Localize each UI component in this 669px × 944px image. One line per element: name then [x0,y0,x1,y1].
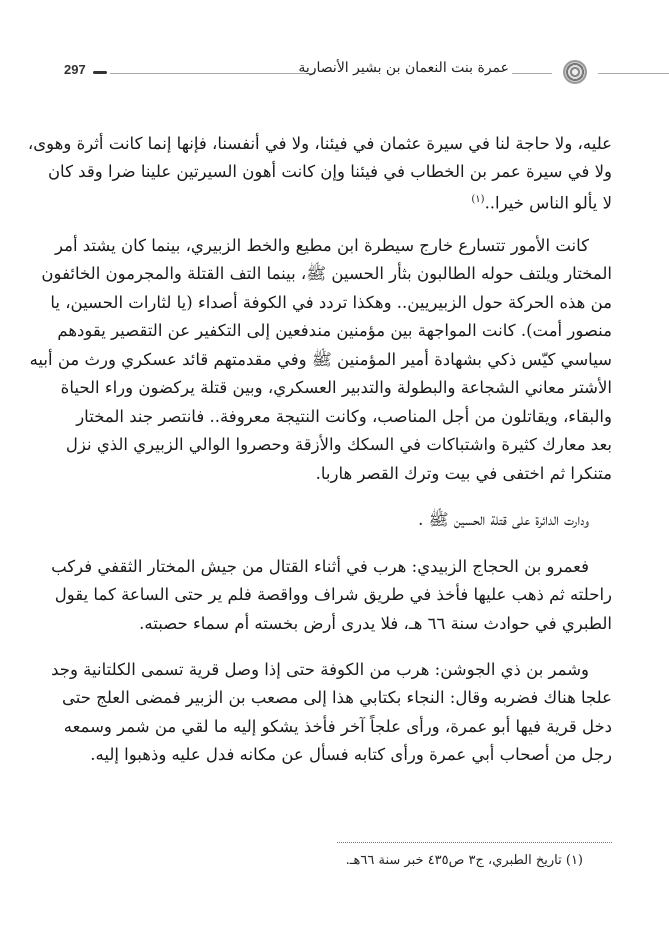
page-header [0,58,669,88]
header-rule-middle [512,73,552,74]
text-line: متنكرا ثم اختفى في بيت وترك القصر هاربا. [315,464,612,483]
text-line: فعمرو بن الحجاج الزبيدي: هرب في أثناء القتال من جيش المختار الثقفي فركب [51,557,589,576]
text-line: كانت الأمور تتسارع خارج سيطرة ابن مطيع والخط الزبيري، بينما كان يشتد أمر [55,236,589,255]
text-line: بعد معارك كثيرة واشتباكات في السكك والأزقة وحصروا الوالي الزبيري الذي نزل [65,435,612,454]
running-title: عمرة بنت النعمان بن بشير الأنصارية [298,60,509,76]
text-line: الأشتر معاني الشجاعة والبطولة والتدبير العسكري، وبين قتلة يركضون وراء الحياة [60,378,612,397]
page-number-dash [93,71,107,74]
text-line: من هذه الحركة حول الزبيريين.. وهكذا تردد في الكوفة أصداء (يا لثارات الحسين، يا [50,293,612,312]
text-line: علجا هناك فضربه وقال: النجاء بكتابي هذا إلى مصعب بن الزبير فمضى العلج حتى [62,688,612,707]
text-line: سياسي كيّس ذكي بشهادة أمير المؤمنين ﷺ وفي مقدمتهم قائد عسكري ورث من أبيه [29,350,612,369]
text-line: عليه، ولا حاجة لنا في سيرة عثمان في فيئنا، ولا في أنفسنا، فإنها إنما كانت أثرة وهوى، [27,134,612,153]
text-line: وشمر بن ذي الجوشن: هرب من الكوفة حتى إذا وصل قرية تسمى الكلتانية وجد [51,660,589,679]
text-line: دخل قرية فيها أبو عمرة، ورأى علجاً آخر فأخذ يشكو إليه ما لقي من شمر وسمعه [63,717,612,736]
footnote-separator [337,842,612,843]
text-line [86,186,612,218]
text-line: ودارت الدائرة على قتلة الحسين ﷺ . [418,510,589,529]
text-line: الطبري في حوادث سنة ٦٦ هـ، فلا يدرى أرض بخسته أم سماء حصبته. [139,614,612,633]
header-rule-right [598,73,669,74]
text-line: والبقاء، ويقاتلون من أجل المناصب، وكانت النتيجة معروفة.. فانتصر جند المختار [76,407,612,426]
page-number: 297 [64,62,86,77]
text-line: راحلته ثم ذهب عليها فأخذ في طريق شراف وواقصة فلم ير حتى الساعة كما يقول [54,585,612,604]
text-line: ولا في سيرة عمر بن الخطاب في فيئنا وإن كانت أهون السيرتين علينا ضرا وقد كان [47,162,612,181]
header-rule-left [110,73,315,74]
text-fragment: لا يألو الناس خيرا.. [484,193,612,213]
footnote-ref[interactable]: (١) [471,194,485,205]
text-line: رجل من أصحاب أبي عمرة ورأى كتابه فسأل عن مكانه فدل عليه وذهبوا إليه. [90,745,612,764]
text-line: المختار ويلتف حوله الطالبون بثأر الحسين ﷺ، بينما التف القتلة والمجرمون الخائفون [41,264,612,283]
footnote: (١) تاريخ الطبري، ج٣ ص٤٣٥ خبر سنة ٦٦هـ. [345,853,583,868]
text-line: منصور أمت). كانت المواجهة بين مؤمنين مندفعين إلى التكفير عن التقصير يقودهم [57,321,612,340]
rosette-ornament-icon [563,60,587,84]
